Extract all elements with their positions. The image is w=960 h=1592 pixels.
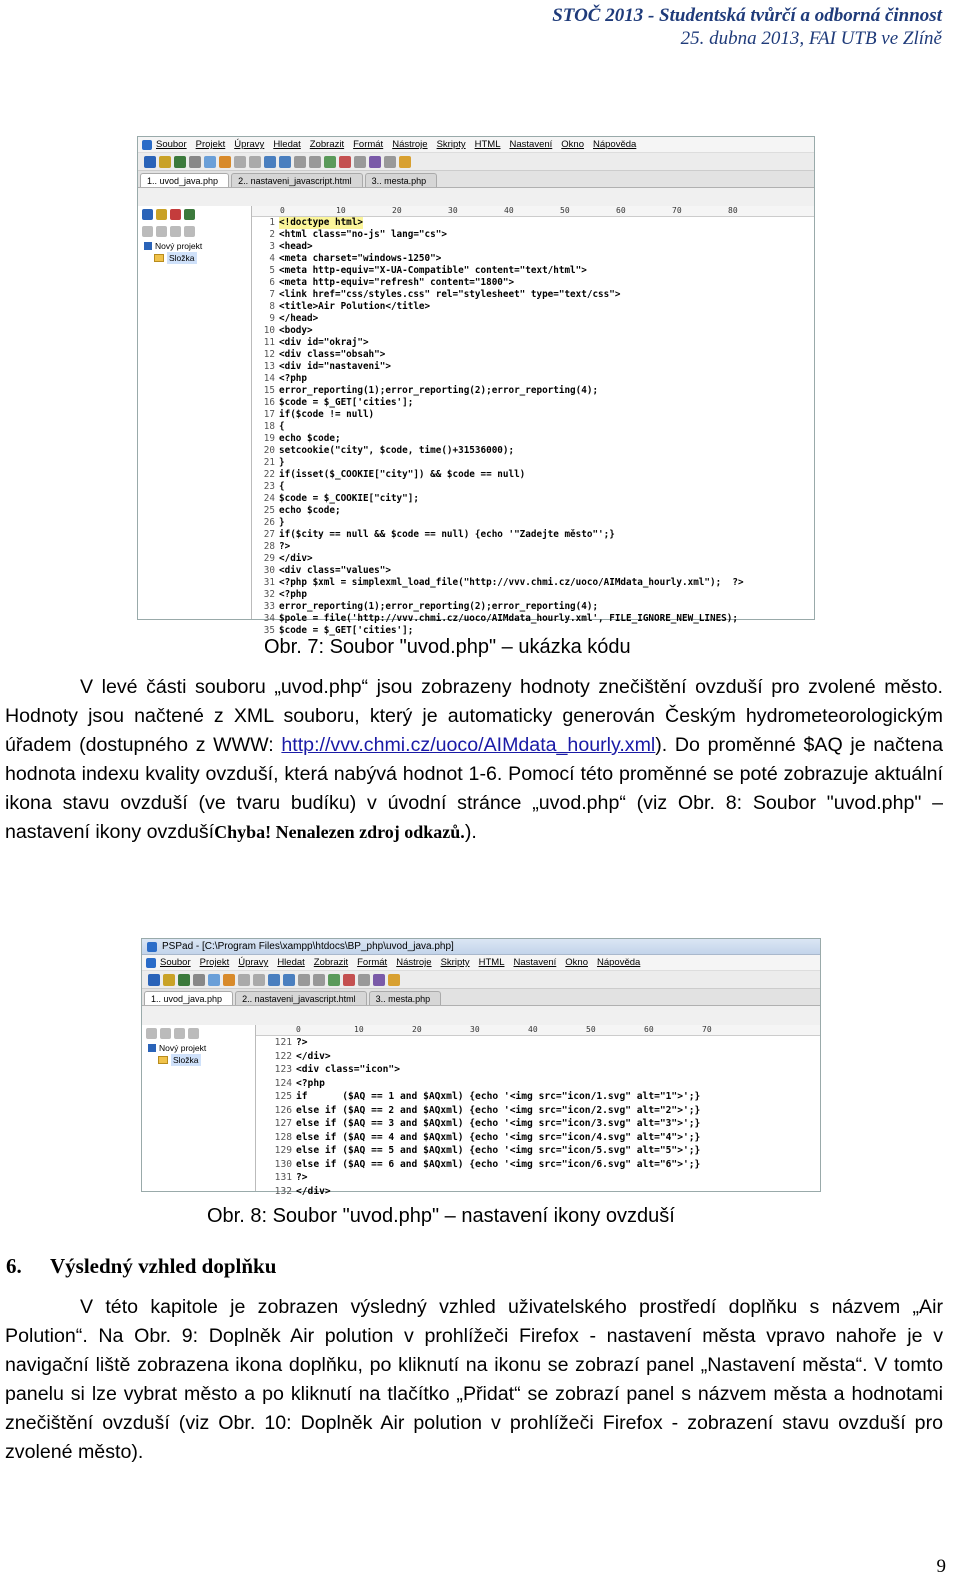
project-tree bbox=[142, 1042, 255, 1066]
code-line[interactable] bbox=[252, 265, 814, 277]
line-number: 122 bbox=[274, 1050, 292, 1062]
code-line[interactable] bbox=[252, 613, 814, 625]
line-number: 9 bbox=[269, 313, 275, 324]
tab-mesta[interactable]: 3.. mesta.php bbox=[365, 173, 438, 187]
tree-folder-label: Složka bbox=[169, 253, 195, 263]
project-toolbar bbox=[142, 1025, 255, 1042]
header-date: 25. dubna 2013, FAI UTB ve Zlíně bbox=[680, 28, 942, 49]
menu-item-upravy[interactable]: Úpravy bbox=[234, 139, 265, 150]
code-line[interactable] bbox=[252, 301, 814, 313]
file-tabs bbox=[138, 171, 814, 188]
up-icon[interactable] bbox=[160, 1028, 171, 1039]
code-line[interactable] bbox=[256, 1036, 820, 1050]
line-text: <meta charset="windows-1250"> bbox=[279, 253, 442, 264]
tab-uvod-java[interactable]: 1.. uvod_java.php bbox=[144, 991, 233, 1005]
line-number: 123 bbox=[274, 1064, 292, 1075]
code-line[interactable] bbox=[252, 517, 814, 529]
tree-node-folder[interactable] bbox=[148, 1054, 255, 1066]
line-number: 126 bbox=[274, 1104, 292, 1116]
line-number: 3 bbox=[269, 241, 275, 252]
print-icon[interactable] bbox=[193, 974, 205, 986]
line-text: <?php bbox=[296, 1077, 325, 1089]
line-number: 35 bbox=[263, 625, 275, 636]
folder-node-icon bbox=[154, 254, 164, 262]
line-number: 124 bbox=[274, 1077, 292, 1089]
print-icon[interactable] bbox=[189, 156, 201, 168]
stop-icon[interactable] bbox=[339, 156, 351, 168]
line-text: <?php $xml = simplexml_load_file("http://vvv.chmi.cz/uoco/AIMdata_hourly.xml"); ?> bbox=[279, 577, 744, 588]
code-line[interactable] bbox=[256, 1077, 820, 1091]
code-editor[interactable] bbox=[252, 206, 814, 636]
menu-item-hledat[interactable]: Hledat bbox=[277, 957, 305, 968]
line-number: 30 bbox=[263, 565, 275, 576]
tab-uvod-java[interactable]: 1.. uvod_java.php bbox=[140, 173, 229, 187]
line-number: 14 bbox=[263, 373, 275, 384]
tree-node-folder[interactable] bbox=[144, 252, 251, 264]
section-number: 6. bbox=[6, 1254, 22, 1278]
project-tree bbox=[138, 240, 251, 264]
code-line[interactable] bbox=[252, 433, 814, 445]
chmi-link[interactable]: http://vvv.chmi.cz/uoco/AIMdata_hourly.xml bbox=[281, 734, 656, 756]
line-text: <div class="icon"> bbox=[296, 1064, 400, 1075]
para1-text-a: V levé části souboru „uvod.php“ jsou zobrazeny hodnoty znečištění ovzduší pro zvolené město. Hodnoty jsou načtené z XML souboru, který je automaticky generován Českým hydrometeorologickým úřadem (dostupného z WWW: bbox=[5, 676, 943, 756]
tab-nastaveni-javascript[interactable]: 2.. nastaveni_javascript.html bbox=[235, 991, 367, 1005]
line-text: } bbox=[279, 517, 285, 528]
menu-item-html[interactable]: HTML bbox=[474, 139, 501, 150]
stop-icon[interactable] bbox=[343, 974, 355, 986]
redo-icon[interactable] bbox=[249, 156, 261, 168]
menu-item-nastroje[interactable]: Nástroje bbox=[396, 957, 432, 968]
line-text: <meta http-equiv="X-UA-Compatible" content="text/html"> bbox=[279, 265, 587, 276]
line-number: 33 bbox=[263, 601, 275, 612]
tree-node-project[interactable] bbox=[144, 240, 251, 252]
pspad-app-icon bbox=[142, 140, 152, 150]
code-line[interactable] bbox=[252, 589, 814, 601]
menu-item-napoveda[interactable]: Nápověda bbox=[593, 139, 637, 150]
indent-icon[interactable] bbox=[309, 156, 321, 168]
bookmark-icon[interactable] bbox=[298, 974, 310, 986]
line-text: else if ($AQ == 2 and $AQxml) {echo '<img src="icon/2.svg" alt="2">';} bbox=[296, 1104, 701, 1116]
file-tabs bbox=[142, 989, 820, 1006]
code-lines bbox=[256, 1036, 820, 1198]
figure-8-caption: Obr. 8: Soubor "uvod.php" – nastavení ikony ovzduší bbox=[207, 1205, 675, 1227]
line-number: 28 bbox=[263, 541, 275, 552]
line-text: { bbox=[279, 481, 285, 492]
undo-icon[interactable] bbox=[238, 974, 250, 986]
page-header bbox=[552, 4, 942, 50]
line-number: 1 bbox=[269, 217, 275, 228]
menu-item-soubor[interactable]: Soubor bbox=[160, 957, 191, 968]
line-number: 32 bbox=[263, 589, 275, 600]
code-line[interactable] bbox=[256, 1063, 820, 1077]
line-number: 131 bbox=[274, 1172, 292, 1183]
project-panel bbox=[142, 1025, 256, 1191]
code-line[interactable] bbox=[252, 409, 814, 421]
project-icon[interactable] bbox=[142, 209, 153, 220]
code-line[interactable] bbox=[256, 1158, 820, 1172]
line-text: } bbox=[279, 457, 285, 468]
project-toolbar-2 bbox=[138, 223, 251, 240]
window-title-bar bbox=[142, 939, 820, 955]
menu-item-html[interactable]: HTML bbox=[478, 957, 505, 968]
save-icon[interactable] bbox=[178, 974, 190, 986]
toolbar bbox=[138, 153, 814, 171]
copy-icon[interactable] bbox=[204, 156, 216, 168]
ruler-tick-label: 20 bbox=[392, 206, 402, 215]
line-text: <meta http-equiv="refresh" content="1800"> bbox=[279, 277, 515, 288]
code-line[interactable] bbox=[256, 1144, 820, 1158]
toolbar bbox=[142, 971, 820, 989]
menu-item-okno[interactable]: Okno bbox=[565, 957, 588, 968]
search-icon[interactable] bbox=[264, 156, 276, 168]
line-number: 121 bbox=[274, 1037, 292, 1048]
line-text: echo $code; bbox=[279, 505, 341, 516]
line-text: <link href="css/styles.css" rel="stylesheet" type="text/css"> bbox=[279, 289, 621, 300]
code-line[interactable] bbox=[252, 325, 814, 337]
line-number: 129 bbox=[274, 1145, 292, 1156]
ruler-tick-label: 50 bbox=[560, 206, 570, 215]
star-icon[interactable] bbox=[388, 974, 400, 986]
code-line[interactable] bbox=[252, 601, 814, 613]
ruler-tick-label: 30 bbox=[470, 1025, 480, 1034]
line-text: $code = $_GET['cities']; bbox=[279, 397, 414, 408]
delete-icon[interactable] bbox=[170, 226, 181, 237]
line-text: ?> bbox=[296, 1172, 308, 1183]
code-line[interactable] bbox=[252, 469, 814, 481]
line-text: </div> bbox=[296, 1185, 331, 1197]
menu-item-format[interactable]: Formát bbox=[357, 957, 388, 968]
code-line[interactable] bbox=[252, 313, 814, 325]
code-editor[interactable] bbox=[256, 1025, 820, 1197]
ruler-tick-label: 80 bbox=[728, 206, 738, 215]
line-text: <title>Air Polution</title> bbox=[279, 301, 431, 312]
code-lines bbox=[252, 217, 814, 637]
wrench-icon[interactable] bbox=[188, 1028, 199, 1039]
section-heading bbox=[6, 1253, 276, 1279]
code-line[interactable] bbox=[252, 481, 814, 493]
tab-nastaveni-javascript[interactable]: 2.. nastaveni_javascript.html bbox=[231, 173, 363, 187]
column-ruler bbox=[252, 206, 814, 217]
code-line[interactable] bbox=[252, 397, 814, 409]
ruler-tick-label: 70 bbox=[672, 206, 682, 215]
line-number: 13 bbox=[263, 361, 275, 372]
project-toolbar bbox=[138, 206, 251, 223]
line-text: <div class="obsah"> bbox=[279, 349, 386, 360]
paragraph-xml-source bbox=[5, 673, 943, 847]
document-icon bbox=[146, 958, 156, 968]
redo-icon[interactable] bbox=[253, 974, 265, 986]
line-text: if ($AQ == 1 and $AQxml) {echo '<img src="icon/1.svg" alt="1">';} bbox=[296, 1091, 701, 1102]
menu-item-zobrazit[interactable]: Zobrazit bbox=[313, 957, 349, 968]
folder-node-icon bbox=[158, 1056, 168, 1064]
code-line[interactable] bbox=[252, 337, 814, 349]
line-number: 25 bbox=[263, 505, 275, 516]
tool-icon[interactable] bbox=[384, 156, 396, 168]
code-line[interactable] bbox=[256, 1185, 820, 1199]
menu-item-projekt[interactable]: Projekt bbox=[199, 957, 230, 968]
line-text: setcookie("city", $code, time()+31536000); bbox=[279, 445, 515, 456]
paragraph-addon-look: V této kapitole je zobrazen výsledný vzhled uživatelského prostředí doplňku s názvem „Air Polution“. Na Obr. 9: Doplněk Air polution v prohlížeči Firefox - nastavení města vpravo nahoře je v navigační liště zobrazena ikona doplňku, po kliknutí na ikonu se zobrazí panel „Nastavení města“. V tomto panelu si lze vybrat město a po kliknutí na tlačítko „Přidat“ se zobrazí panel s názvem města a hodnotami znečištění ovzduší (viz Obr. 10: Doplněk Air polution v prohlížeči Firefox - zobrazení stavu ovzduší pro zvolené město). bbox=[5, 1296, 943, 1463]
replace-icon[interactable] bbox=[279, 156, 291, 168]
paste-icon[interactable] bbox=[223, 974, 235, 986]
line-text: <body> bbox=[279, 325, 313, 336]
ruler-tick-label: 50 bbox=[586, 1025, 596, 1034]
code-line[interactable] bbox=[252, 541, 814, 553]
ruler-tick-label: 30 bbox=[448, 206, 458, 215]
code-line[interactable] bbox=[252, 493, 814, 505]
tree-node-project[interactable] bbox=[148, 1042, 255, 1054]
ruler-tick-label: 0 bbox=[296, 1025, 301, 1034]
menu-item-nastaveni[interactable]: Nastavení bbox=[513, 957, 557, 968]
project-node-icon bbox=[148, 1044, 156, 1052]
line-text: if($code != null) bbox=[279, 409, 375, 420]
line-number: 22 bbox=[263, 469, 275, 480]
tree-folder-label: Složka bbox=[173, 1055, 199, 1065]
tree-project-label: Nový projekt bbox=[155, 241, 203, 251]
html-icon[interactable] bbox=[373, 974, 385, 986]
project-panel bbox=[138, 206, 252, 619]
menu-item-zobrazit[interactable]: Zobrazit bbox=[309, 139, 345, 150]
search-icon[interactable] bbox=[268, 974, 280, 986]
code-line[interactable] bbox=[256, 1050, 820, 1064]
settings-icon[interactable] bbox=[354, 156, 366, 168]
indent-icon[interactable] bbox=[313, 974, 325, 986]
line-number: 5 bbox=[269, 265, 275, 276]
ruler-tick-label: 20 bbox=[412, 1025, 422, 1034]
line-text: ?> bbox=[279, 541, 291, 552]
ruler-tick-label: 60 bbox=[644, 1025, 654, 1034]
line-number: 2 bbox=[269, 229, 275, 240]
line-number: 130 bbox=[274, 1158, 292, 1170]
line-number: 31 bbox=[263, 577, 275, 588]
line-number: 7 bbox=[269, 289, 275, 300]
line-number: 20 bbox=[263, 445, 275, 456]
settings-icon[interactable] bbox=[358, 974, 370, 986]
line-text: if(isset($_COOKIE["city"]) && $code == null) bbox=[279, 469, 526, 480]
star-icon[interactable] bbox=[399, 156, 411, 168]
line-text: <?php bbox=[279, 589, 307, 600]
line-text: if($city == null && $code == null) {echo '"Zadejte město"';} bbox=[279, 529, 615, 540]
run-icon[interactable] bbox=[324, 156, 336, 168]
line-number: 128 bbox=[274, 1131, 292, 1143]
project-node-icon bbox=[144, 242, 152, 250]
menu-item-upravy[interactable]: Úpravy bbox=[238, 957, 269, 968]
ruler-tick-label: 0 bbox=[280, 206, 285, 215]
line-number: 23 bbox=[263, 481, 275, 492]
menu-item-skripty[interactable]: Skripty bbox=[436, 139, 466, 150]
bookmark-icon[interactable] bbox=[294, 156, 306, 168]
line-text: <div id="okraj"> bbox=[279, 337, 369, 348]
add-icon[interactable] bbox=[184, 209, 195, 220]
ruler-tick-label: 40 bbox=[504, 206, 514, 215]
line-text: <div class="values"> bbox=[279, 565, 391, 576]
reference-error: Chyba! Nenalezen zdroj odkazů. bbox=[214, 822, 465, 842]
code-line[interactable] bbox=[252, 445, 814, 457]
line-text: <head> bbox=[279, 241, 313, 252]
line-text: </div> bbox=[296, 1050, 331, 1062]
run-icon[interactable] bbox=[328, 974, 340, 986]
line-number: 4 bbox=[269, 253, 275, 264]
menu-item-nastaveni[interactable]: Nastavení bbox=[509, 139, 553, 150]
window-title: PSPad - [C:\Program Files\xampp\htdocs\BP_php\uvod_java.php] bbox=[162, 941, 454, 952]
undo-icon[interactable] bbox=[234, 156, 246, 168]
page-number: 9 bbox=[936, 1556, 946, 1577]
up-icon[interactable] bbox=[156, 226, 167, 237]
line-text: $pole = file('http://vvv.chmi.cz/uoco/AIMdata_hourly.xml', FILE_IGNORE_NEW_LINES); bbox=[279, 613, 738, 624]
paste-icon[interactable] bbox=[219, 156, 231, 168]
menu-bar bbox=[138, 137, 814, 153]
line-number: 17 bbox=[263, 409, 275, 420]
line-number: 11 bbox=[263, 337, 275, 348]
new-file-icon[interactable] bbox=[144, 156, 156, 168]
line-number: 125 bbox=[274, 1091, 292, 1102]
code-line[interactable] bbox=[252, 241, 814, 253]
line-text: ?> bbox=[296, 1037, 308, 1048]
para1-text-b: ). Do proměnné $AQ je načtena hodnota indexu kvality ovzduší, která nabývá hodnot 1-6. Pomocí této proměnné se poté zobrazuje aktuální ikona stavu ovzduší (ve tvaru budíku) v úvodní stránce „uvod.php“ (viz Obr. 8: Soubor "uvod.php" – nastavení ikony ovzduší bbox=[5, 734, 943, 843]
code-line[interactable] bbox=[252, 553, 814, 565]
ruler-tick-label: 10 bbox=[336, 206, 346, 215]
code-line[interactable] bbox=[252, 577, 814, 589]
line-number: 12 bbox=[263, 349, 275, 360]
line-text: <div id="nastaveni"> bbox=[279, 361, 391, 372]
line-text: { bbox=[279, 421, 285, 432]
line-text: $code = $_COOKIE["city"]; bbox=[279, 493, 419, 504]
menu-bar bbox=[142, 955, 820, 971]
code-line[interactable] bbox=[252, 529, 814, 541]
line-text: else if ($AQ == 6 and $AQxml) {echo '<img src="icon/6.svg" alt="6">';} bbox=[296, 1158, 701, 1170]
code-line[interactable] bbox=[256, 1171, 820, 1185]
line-number: 19 bbox=[263, 433, 275, 444]
code-line[interactable] bbox=[252, 253, 814, 265]
copy-icon[interactable] bbox=[208, 974, 220, 986]
menu-item-projekt[interactable]: Projekt bbox=[195, 139, 226, 150]
line-text: </div> bbox=[279, 553, 313, 564]
line-number: 8 bbox=[269, 301, 275, 312]
wrench-icon[interactable] bbox=[184, 226, 195, 237]
html-icon[interactable] bbox=[369, 156, 381, 168]
line-number: 29 bbox=[263, 553, 275, 564]
line-text: echo $code; bbox=[279, 433, 341, 444]
figure-7-caption: Obr. 7: Soubor "uvod.php" – ukázka kódu bbox=[264, 636, 631, 658]
line-number: 10 bbox=[263, 325, 275, 336]
new-file-icon[interactable] bbox=[148, 974, 160, 986]
code-line[interactable] bbox=[252, 289, 814, 301]
line-number: 16 bbox=[263, 397, 275, 408]
line-text: error_reporting(1);error_reporting(2);error_reporting(4); bbox=[279, 385, 599, 396]
line-text: </head> bbox=[279, 313, 319, 324]
header-conference: STOČ 2013 - Studentská tvůrčí a odborná činnost bbox=[552, 5, 942, 26]
open-folder-icon[interactable] bbox=[159, 156, 171, 168]
code-line[interactable] bbox=[252, 373, 814, 385]
line-text: <html class="no-js" lang="cs"> bbox=[279, 229, 447, 240]
code-line[interactable] bbox=[256, 1104, 820, 1118]
line-number: 34 bbox=[263, 613, 275, 624]
line-text: error_reporting(1);error_reporting(2);error_reporting(4); bbox=[279, 601, 599, 612]
ruler-tick-label: 70 bbox=[702, 1025, 712, 1034]
replace-icon[interactable] bbox=[283, 974, 295, 986]
refresh-icon[interactable] bbox=[146, 1028, 157, 1039]
code-line[interactable] bbox=[252, 421, 814, 433]
line-number: 15 bbox=[263, 385, 275, 396]
menu-item-skripty[interactable]: Skripty bbox=[440, 957, 470, 968]
menu-item-nastroje[interactable]: Nástroje bbox=[392, 139, 428, 150]
tree-project-label: Nový projekt bbox=[159, 1043, 207, 1053]
line-number: 6 bbox=[269, 277, 275, 288]
folder-icon[interactable] bbox=[156, 209, 167, 220]
code-line[interactable] bbox=[256, 1117, 820, 1131]
open-folder-icon[interactable] bbox=[163, 974, 175, 986]
code-line[interactable] bbox=[252, 217, 814, 229]
code-line[interactable] bbox=[256, 1131, 820, 1145]
code-line[interactable] bbox=[252, 457, 814, 469]
save-icon[interactable] bbox=[174, 156, 186, 168]
line-text: else if ($AQ == 3 and $AQxml) {echo '<img src="icon/3.svg" alt="3">';} bbox=[296, 1118, 701, 1129]
line-number: 18 bbox=[263, 421, 275, 432]
menu-item-okno[interactable]: Okno bbox=[561, 139, 584, 150]
line-text: else if ($AQ == 4 and $AQxml) {echo '<img src="icon/4.svg" alt="4">';} bbox=[296, 1131, 701, 1143]
code-line[interactable] bbox=[252, 505, 814, 517]
ruler-tick-label: 40 bbox=[528, 1025, 538, 1034]
para1-text-c: ). bbox=[464, 821, 477, 843]
refresh-icon[interactable] bbox=[142, 226, 153, 237]
code-line[interactable] bbox=[256, 1090, 820, 1104]
section-title: Výsledný vzhled doplňku bbox=[50, 1254, 277, 1278]
figure-7-screenshot bbox=[137, 136, 815, 636]
workspace bbox=[142, 1025, 820, 1197]
delete-icon[interactable] bbox=[174, 1028, 185, 1039]
line-number: 21 bbox=[263, 457, 275, 468]
column-ruler bbox=[256, 1025, 820, 1036]
workspace bbox=[138, 206, 814, 636]
line-number: 24 bbox=[263, 493, 275, 504]
code-line[interactable] bbox=[252, 385, 814, 397]
ruler-tick-label: 10 bbox=[354, 1025, 364, 1034]
line-text: $code = $_GET['cities']; bbox=[279, 625, 414, 636]
code-line[interactable] bbox=[252, 361, 814, 373]
code-line[interactable] bbox=[252, 277, 814, 289]
line-text: <?php bbox=[279, 373, 307, 384]
code-line[interactable] bbox=[252, 349, 814, 361]
line-number: 27 bbox=[263, 529, 275, 540]
ruler-tick-label: 60 bbox=[616, 206, 626, 215]
line-number: 132 bbox=[274, 1185, 292, 1197]
line-number: 26 bbox=[263, 517, 275, 528]
code-line[interactable] bbox=[252, 565, 814, 577]
line-number: 127 bbox=[274, 1118, 292, 1129]
code-line[interactable] bbox=[252, 229, 814, 241]
menu-item-hledat[interactable]: Hledat bbox=[273, 139, 301, 150]
menu-item-napoveda[interactable]: Nápověda bbox=[597, 957, 641, 968]
menu-item-soubor[interactable]: Soubor bbox=[156, 139, 187, 150]
figure-8-screenshot bbox=[141, 938, 821, 1197]
menu-item-format[interactable]: Formát bbox=[353, 139, 384, 150]
line-text: else if ($AQ == 5 and $AQxml) {echo '<img src="icon/5.svg" alt="5">';} bbox=[296, 1145, 701, 1156]
pspad-app-icon bbox=[147, 942, 157, 952]
heart-icon[interactable] bbox=[170, 209, 181, 220]
tab-mesta[interactable]: 3.. mesta.php bbox=[369, 991, 442, 1005]
line-text: <!doctype html> bbox=[279, 217, 363, 228]
